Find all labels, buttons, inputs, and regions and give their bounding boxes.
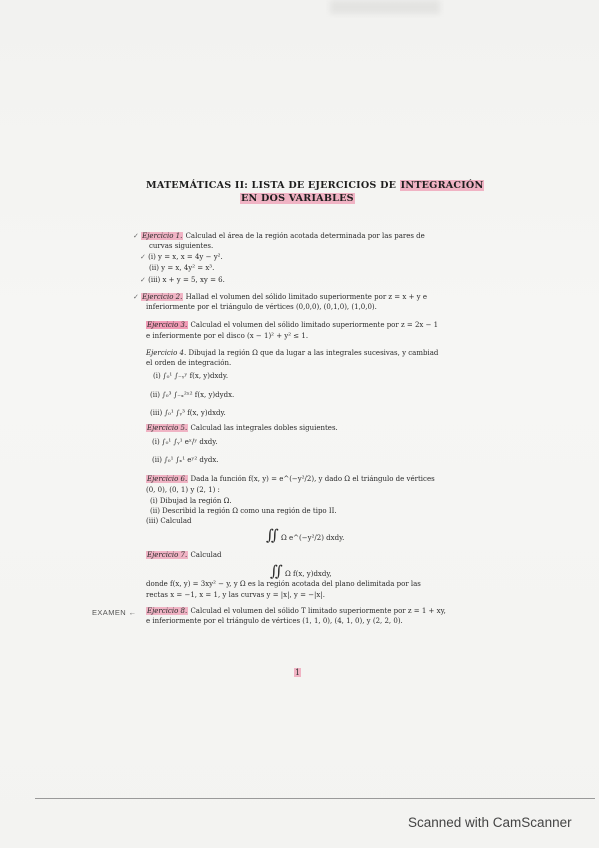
check-mark-icon: ✓ [140,253,146,261]
exercise-8-statement: Ejercicio 8. Calculad el volumen del sólido T limitado superiormente por z = 1 + xy, [147,607,446,615]
exercise-3-statement: Ejercicio 3. Calculad el volumen del sólido limitado superiormente por z = 2x − 1 [147,321,439,329]
exercise-6-item-3: (iii) Calculad [146,517,192,525]
document-title-line1: MATEMÁTICAS II: LISTA DE EJERCICIOS DE INTEGRACIÓN [146,180,484,191]
exercise-5-item-1: (i) ∫₀¹ ∫ᵧ¹ eˣ/ʸ dxdy. [152,438,218,446]
scan-smudge [330,0,440,14]
bottom-rule [35,798,595,799]
exercise-8-statement-cont: e inferiormente por el triángulo de vértices (1, 1, 0), (4, 1, 0), y (2, 2, 0). [146,617,403,625]
exercise-7-statement-cont2: rectas x = −1, x = 1, y las curvas y = |x|, y = −|x|. [146,591,325,599]
exercise-1-item-3: ✓ (iii) x + y = 5, xy = 6. [140,276,225,284]
exercise-6-label: Ejercicio 6. [147,475,188,483]
exercise-1-statement-cont: curvas siguientes. [149,242,214,250]
exercise-5-item-2: (ii) ∫₀¹ ∫ₓ¹ eʸ² dydx. [152,456,219,464]
double-integral-symbol: ∬ [270,562,283,580]
exercise-1-statement: ✓ Ejercicio 1. Calculad el área de la región acotada determinada por las pares de [133,232,425,240]
exercise-1-item-1: ✓ (i) y = x, x = 4y − y². [140,253,223,261]
check-mark-icon: ✓ [140,276,146,284]
exercise-5-statement: Ejercicio 5. Calculad las integrales dobles siguientes. [147,424,338,432]
title-highlight-2: EN DOS VARIABLES [241,193,354,204]
exercise-4-item-3: (iii) ∫₀¹ ∫ᵧ³ f(x, y)dxdy. [150,409,226,417]
exercise-7-statement-cont: donde f(x, y) = 3xy² − y, y Ω es la región acotada del plano delimitada por las [146,580,421,588]
page-number: 1 [295,668,301,677]
exercise-7-integral: ∬ Ω f(x, y)dxdy, [270,562,332,580]
camscanner-watermark: Scanned with CamScanner [408,815,572,830]
exercise-3-statement-cont: e inferiormente por el disco (x − 1)² + y² ≤ 1. [146,332,309,340]
exercise-4-item-2: (ii) ∫₀³ ∫₋ₓ²ˣ² f(x, y)dydx. [150,391,235,399]
exercise-6-statement: Ejercicio 6. Dada la función f(x, y) = e^(−y²/2), y dado Ω el triángulo de vértices [147,475,435,483]
exercise-2-label: Ejercicio 2. [142,293,183,301]
exercise-4-statement-cont: el orden de integración. [146,359,232,367]
exercise-6-item-2: (ii) Describid la región Ω como una región de tipo II. [150,507,337,515]
exercise-8-label: Ejercicio 8. [147,607,188,615]
exercise-6-statement-cont: (0, 0), (0, 1) y (2, 1) : [146,486,220,494]
arrow-left-icon: ← [128,608,137,617]
exercise-4-item-1: (i) ∫₀¹ ∫₋ᵧʸ f(x, y)dxdy. [153,372,229,380]
exercise-4-statement: Ejercicio 4. Dibujad la región Ω que da lugar a las integrales sucesivas, y cambiad [146,349,439,357]
exercise-2-statement-cont: inferiormente por el triángulo de vértices (0,0,0), (0,1,0), (1,0,0). [146,303,377,311]
document-title-line2 [240,193,355,204]
exercise-2-statement: ✓ Ejercicio 2. Hallad el volumen del sólido limitado superiormente por z = x + y e [133,293,427,301]
exercise-4-label: Ejercicio 4. [146,349,187,357]
exercise-6-item-1: (i) Dibujad la región Ω. [150,497,232,505]
title-highlight-1: INTEGRACIÓN [400,180,484,191]
check-mark-icon: ✓ [133,293,139,301]
exercise-1-label: Ejercicio 1. [142,232,183,240]
exercise-6-integral: ∬ Ω e^(−y²/2) dxdy. [266,526,345,544]
margin-note-examen: EXAMEN ← [92,608,137,617]
exercise-7-label: Ejercicio 7. [147,551,188,559]
exercise-5-label: Ejercicio 5. [147,424,188,432]
exercise-1-item-2: (ii) y = x, 4y² = x³. [149,264,215,272]
exercise-7-statement: Ejercicio 7. Calculad [147,551,222,559]
exercise-3-label: Ejercicio 3. [147,321,188,329]
check-mark-icon: ✓ [133,232,139,240]
double-integral-symbol: ∬ [266,526,279,544]
